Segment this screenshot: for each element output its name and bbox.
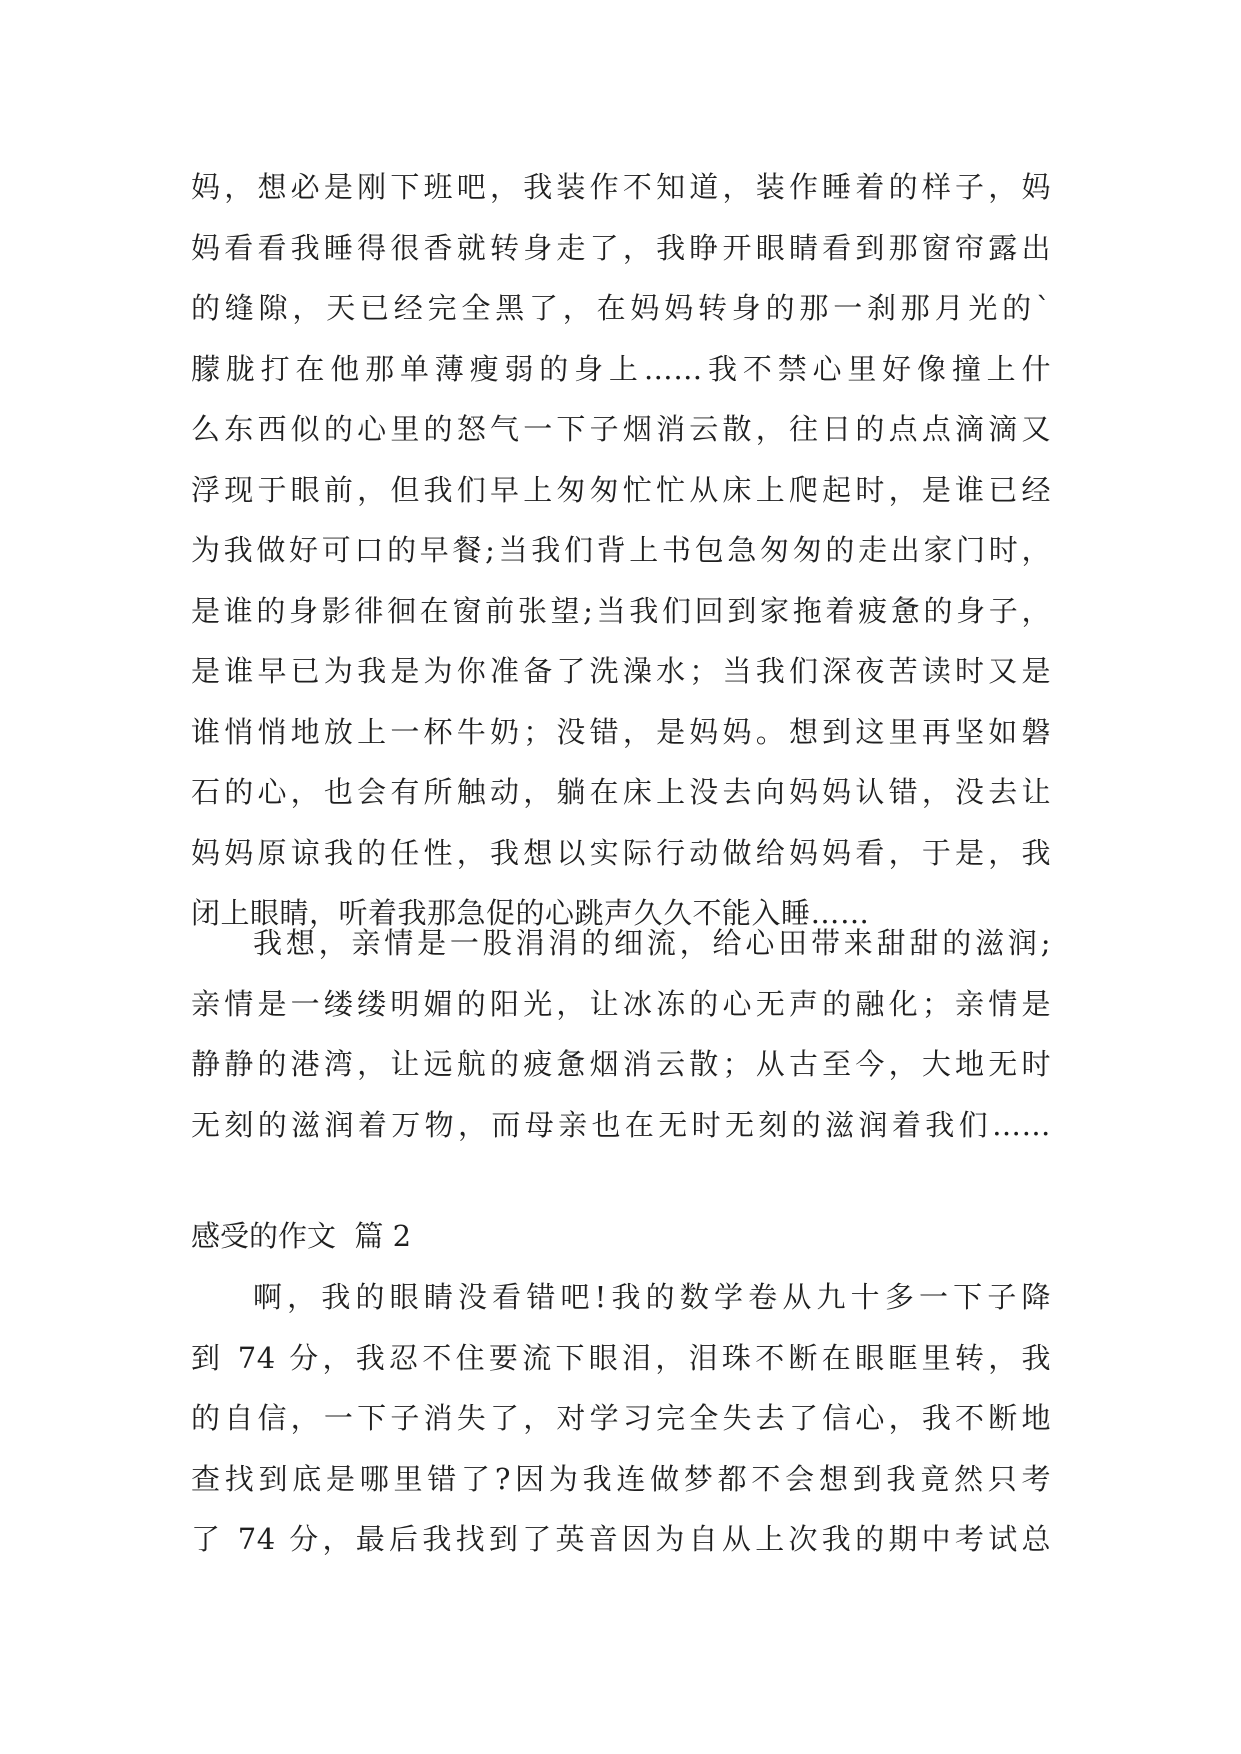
text-line: 我想，亲情是一股涓涓的细流，给心田带来甜甜的滋润; (253, 926, 1051, 960)
text-line: 浮现于眼前，但我们早上匆匆忙忙从床上爬起时，是谁已经 (191, 472, 1051, 507)
text-line: 的自信，一下子消失了，对学习完全失去了信心，我不断地 (191, 1401, 1051, 1435)
paragraph-3 (191, 1267, 1051, 1570)
text-line: 朦胧打在他那单薄瘦弱的身上……我不禁心里好像撞上什 (191, 351, 1051, 386)
text-line: 妈看看我睡得很香就转身走了，我睁开眼睛看到那窗帘露出 (191, 230, 1051, 265)
text-line: 石的心，也会有所触动，躺在床上没去向妈妈认错，没去让 (191, 775, 1051, 809)
text-line: 亲情是一缕缕明媚的阳光，让冰冻的心无声的融化；亲情是 (191, 986, 1051, 1021)
paragraph-2 (191, 913, 1051, 1155)
text-line: 谁悄悄地放上一杯牛奶；没错，是妈妈。想到这里再坚如磐 (191, 714, 1051, 749)
text-line: 静静的港湾，让远航的疲惫烟消云散；从古至今，大地无时 (191, 1047, 1051, 1081)
text-line: 到 74 分，我忍不住要流下眼泪，泪珠不断在眼眶里转，我 (191, 1340, 1051, 1375)
text-line: 的缝隙，天已经完全黑了，在妈妈转身的那一刹那月光的` (191, 291, 1051, 325)
text-line: 为我做好可口的早餐;当我们背上书包急匆匆的走出家门时， (191, 533, 1051, 567)
paragraph-1 (191, 157, 1051, 944)
text-line: 了 74 分，最后我找到了英音因为自从上次我的期中考试总 (191, 1522, 1051, 1556)
text-line: 妈，想必是刚下班吧，我装作不知道，装作睡着的样子，妈 (191, 170, 1051, 204)
text-line: 啊，我的眼睛没看错吧!我的数学卷从九十多一下子降 (253, 1280, 1051, 1314)
text-line: 查找到底是哪里错了?因为我连做梦都不会想到我竟然只考 (191, 1461, 1051, 1496)
text-line: 无刻的滋润着万物，而母亲也在无时无刻的滋润着我们…… (191, 1107, 1051, 1142)
section-heading: 感受的作文 篇 2 (191, 1219, 412, 1253)
text-line: 闭上眼睛，听着我那急促的心跳声久久不能入睡…… (191, 896, 870, 930)
text-line: 是谁的身影徘徊在窗前张望;当我们回到家拖着疲惫的身子， (191, 593, 1051, 628)
text-line: 是谁早已为我是为你准备了洗澡水；当我们深夜苦读时又是 (191, 654, 1051, 688)
text-line: 妈妈原谅我的任性，我想以实际行动做给妈妈看，于是，我 (191, 835, 1051, 870)
text-line: 么东西似的心里的怒气一下子烟消云散，往日的点点滴滴又 (191, 412, 1051, 446)
